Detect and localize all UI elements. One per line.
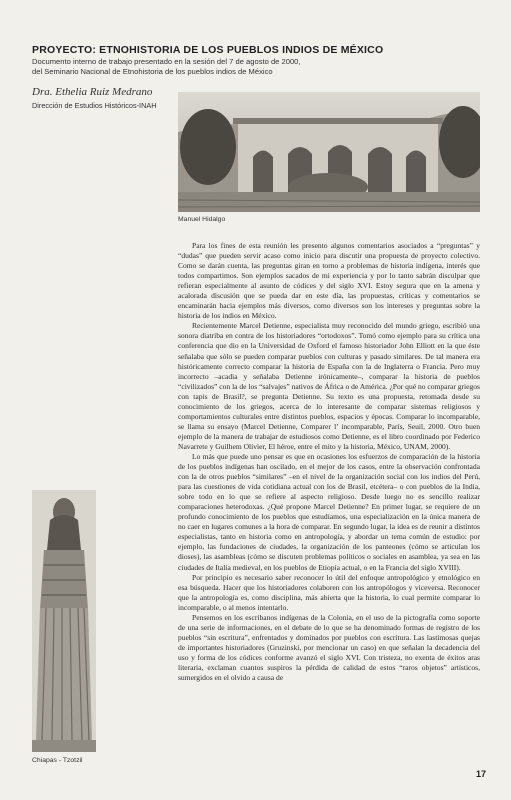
body-paragraph: Para los fines de esta reunión les presento algunos comentarios asociados a “preguntas” y “dudas” que pueden servir acaso como inicio para discutir una propuesta de proyecto colectivo. Como se darán cuenta, las preguntas giran en torno a problemas de historia indígena, interés que todos compartimos. Son ejemplos sacados de mi experiencia y por lo tanto sabrán disculpar que refieran especialmente al asunto de códices y del siglo XVI. Estoy segura que en la amena y acalorada discusión que se pueda dar en este día, las propuestas, críticas y comentarios se encaminarán hacia ejemplos más diversos, como diversos son los intereses y preguntas sobre la historia de los indios en México.: [178, 241, 480, 321]
photo-caption-2: Chiapas - Tzotzil: [32, 757, 83, 764]
article-header: [32, 44, 492, 76]
photo-traditional-dress: [32, 490, 96, 752]
body-paragraph: Pensemos en los escribanos indígenas de la Colonia, en el uso de la pictografía como soporte de una serie de informaciones, en el debate de lo que se ha denominado formas de registro de los pueblos “sin escritura”, enfrentados y dominados por pueblos con escritura. Las lastimosas quejas de importantes historiadores (Gruzinski, por mencionar un caso) en que señalan la decadencia del uso y forma de los códices conforme avanzó el siglo XVI. Con tristeza, no exenta de éxitos aras literaria, exclaman cuantos suspiros la pérdida de calidad de estos “raros objetos” artísticos, sumergidos en el olvido a causa de: [178, 612, 480, 683]
article-subtitle-line-2: del Seminario Nacional de Etnohistoria de los pueblos indios de México: [32, 66, 273, 76]
author-name: Dra. Ethelia Ruiz Medrano: [32, 86, 153, 98]
body-paragraph: Lo más que puede uno pensar es que en ocasiones los esfuerzos de comparación de la historia de los pueblos indígenas han oscilado, en el mejor de los casos, entre la observación confrontada con la de otros pueblos “similares” –en el nivel de la organización social con los indios del Perú, para las cuestiones de vida cotidiana actual con los de Brasil, etcétera– o con pueblos de la India, sobre todo en lo que se refiere al aspecto religioso. Desde luego no es sencillo realizar comparaciones heterodoxas. ¿Qué propone Marcel Detienne? En primer lugar, se requiere de un profundo conocimiento de los pueblos que estudiamos, una especialización en la única manera de no caer en lugares comunes a la hora de comparar. En segundo lugar, la idea es de reunir a distintos especialistas, tanto en historia como en antropología, y abordar un tema común de estudio: por ejemplo, las fundaciones de ciudades, la organización de los panteones (cómo se articulan los dioses), las asambleas (cómo se discuten problemas políticos o sociales en asamblea, ya sea en las ciudades de Italia medieval, en los pueblos de Etiopía actual, o en la Francia del siglo XVIII).: [178, 451, 480, 572]
article-subtitle-line-1: Documento interno de trabajo presentado en la sesión del 7 de agosto de 2000,: [32, 57, 301, 66]
photo-caption-1: Manuel Hidalgo: [178, 216, 226, 223]
article-title: PROYECTO: ETNOHISTORIA DE LOS PUEBLOS INDIOS DE MÉXICO: [32, 44, 384, 56]
article-body: [178, 241, 480, 683]
author-affiliation: Dirección de Estudios Históricos-INAH: [32, 101, 157, 110]
photo-colonial-building: [178, 92, 480, 212]
body-paragraph: Recientemente Marcel Detienne, especialista muy reconocido del mundo griego, escribió una sonora diatriba en contra de los historiadores “ortodoxos”. Tomó como ejemplo para su crítica una conferencia que dio en la Universidad de Oxford el famoso historiador John Elliott en la que éste señalaba que sólo se pueden comparar pueblos con culturas y pasado similares. De tal manera era históricamente correcto comparar la historia de España con la de Inglaterra o Francia. Pero muy incorrecto –acadia y señalaba Detienne irónicamente–, comparar la historia de pueblos “civilizados” con la de los “salvajes” nativos de África o de América. ¿Por qué no comparar griegos con tapis de Brasil?, se pregunta Detienne. Su texto es una propuesta, retomada desde su conocimiento de los griegos, acerca de lo interesante de comparar sistemas religiosos y comportamientos culturales entre distintos pueblos, espacios y épocas. Comparar lo incomparable, se llama su ensayo (Marcel Detienne, Comparer l’ incomparable, París, Seuil, 2000. Otro buen ejemplo de la manera de trabajar de estudiosos como Detienne, es el libro coordinado por Federico Navarrete y Guilhem Olivier, El héroe, entre el mito y la historia, México, UNAM, 2000).: [178, 321, 480, 451]
body-paragraph: Por principio es necesario saber reconocer lo útil del enfoque antropológico y etnológico en esa búsqueda. Hacer que los historiadores colaboren con los antropólogos y viceversa. Reconocer que la antropología es, como disciplina, más abierta que la historia, lo cual permite comparar lo incomparable, o al menos intentarlo.: [178, 572, 480, 612]
page-number: 17: [476, 769, 487, 779]
